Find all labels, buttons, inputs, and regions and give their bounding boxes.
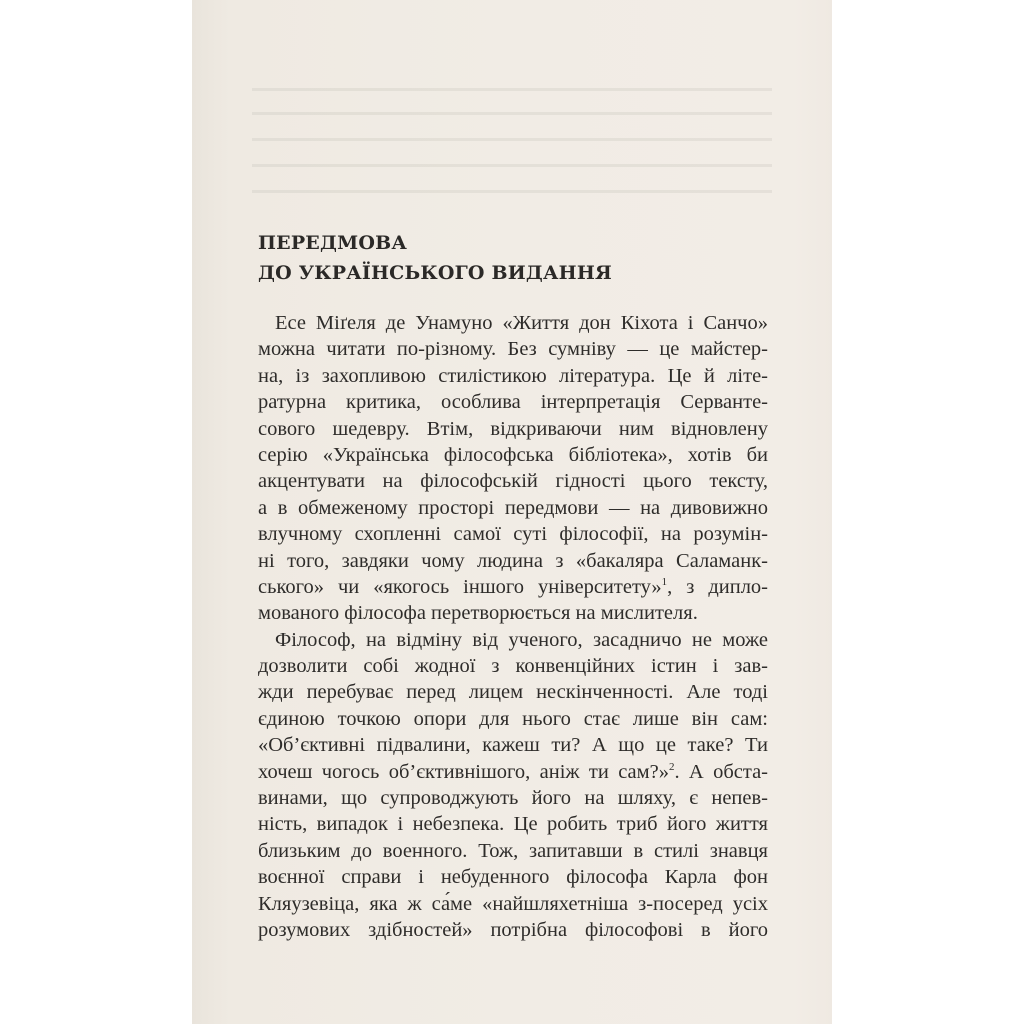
text-fragment: . А обста- xyxy=(674,760,768,783)
text-line: влучному схопленні самої суті філософії, на розумін- xyxy=(258,523,768,546)
footnote-ref-1[interactable]: 1 xyxy=(661,575,668,588)
text-line: на, із захопливою стилістикою література. Це й літе- xyxy=(258,364,768,387)
heading-line-1: ПЕРЕДМОВА xyxy=(258,232,408,254)
text-line: ні того, завдяки чому людина з «бакаляра Саламанк- xyxy=(258,549,768,572)
show-through-line xyxy=(252,164,772,167)
paragraph-2 xyxy=(258,627,768,944)
text-line: винами, що супроводжують його на шляху, є непев- xyxy=(258,787,768,810)
text-line xyxy=(258,759,768,785)
text-fragment: , з дипло- xyxy=(667,575,769,598)
text-line: Есе Міґеля де Унамуно «Життя дон Кіхота і Санчо» xyxy=(275,312,768,334)
text-line: «Об’єктивні підвалини, кажеш ти? А що це таке? Ти xyxy=(258,734,768,757)
text-line xyxy=(258,574,768,600)
show-through-line xyxy=(252,138,772,141)
text-fragment: ського» чи «якогось іншого університету» xyxy=(258,575,662,598)
text-line: жди перебуває перед лицем нескінченності. Але тоді xyxy=(258,681,768,704)
text-line: дозволити собі жодної з конвенційних істин і зав- xyxy=(258,655,768,678)
text-line: сового шедевру. Втім, відкриваючи ним відновлену xyxy=(258,417,768,440)
show-through-line xyxy=(252,112,772,115)
text-line: воєнної справи і небуденного філософа Карла фон xyxy=(258,866,768,889)
text-line: Кляузевіца, яка ж са́ме «найшляхетніша з-посеред усіх xyxy=(258,892,768,915)
book-page xyxy=(192,0,832,1024)
text-line: ність, випадок і небезпека. Це робить триб його життя xyxy=(258,813,768,836)
text-line: єдиною точкою опори для нього стає лише він сам: xyxy=(258,707,768,730)
footnote-ref-2[interactable]: 2 xyxy=(668,760,675,773)
text-line: близьким до военного. Тож, запитавши в стилі знавця xyxy=(258,839,768,862)
heading-line-2: ДО УКРАЇНСЬКОГО ВИДАННЯ xyxy=(258,262,612,284)
text-line: мованого філософа перетворюється на мислителя. xyxy=(258,602,698,625)
paragraph-1 xyxy=(258,310,768,627)
show-through-line xyxy=(252,88,772,91)
text-fragment: хочеш чогось об’єктивнішого, аніж ти сам?» xyxy=(258,760,669,783)
show-through-line xyxy=(252,190,772,193)
text-line: Філософ, на відміну від ученого, засадничо не може xyxy=(275,628,768,651)
text-line: серію «Українська філософська бібліотека», хотів би xyxy=(258,443,768,466)
text-line: акцентувати на філософській гідності цього тексту, xyxy=(258,470,768,493)
text-line: можна читати по-різному. Без сумніву — це майстер- xyxy=(258,338,768,361)
text-line: а в обмеженому просторі передмови — на дивовижно xyxy=(258,496,768,519)
body-text xyxy=(258,310,768,943)
text-line: розумових здібностей» потрібна філософові в його xyxy=(258,918,768,941)
chapter-heading xyxy=(258,228,612,288)
text-line: ратурна критика, особлива інтерпретація Серванте- xyxy=(258,391,768,414)
